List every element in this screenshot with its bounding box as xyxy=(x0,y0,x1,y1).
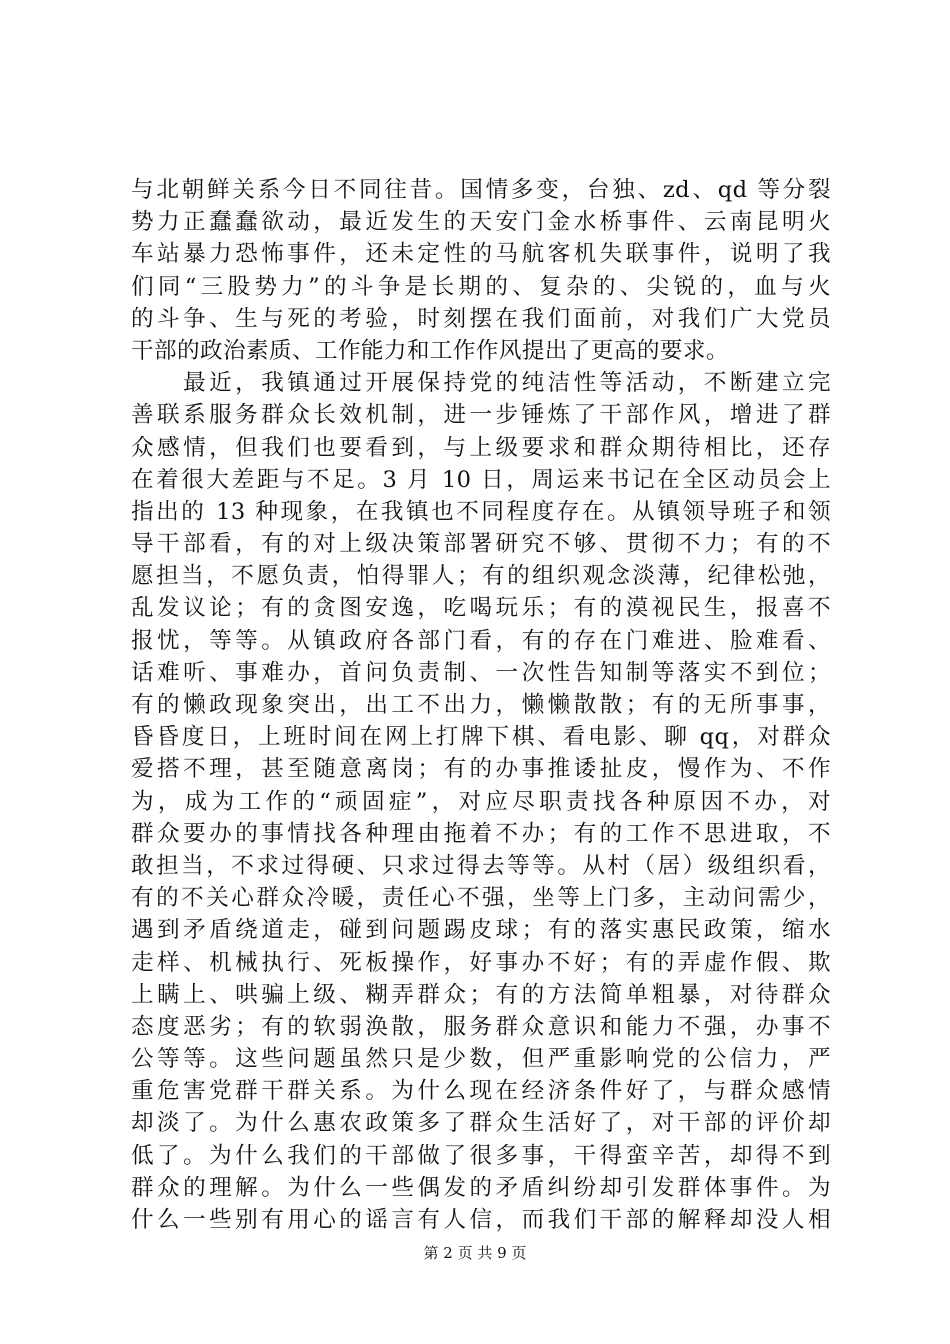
text-line: 公等等。这些问题虽然只是少数，但严重影响党的公信力，严 xyxy=(131,1046,831,1073)
text-line: 指出的 13 种现象，在我镇也不同程度存在。从镇领导班子和领 xyxy=(131,498,831,525)
text-line: 上瞒上、哄骗上级、糊弄群众；有的方法简单粗暴，对待群众 xyxy=(131,981,831,1008)
text-line: 众感情，但我们也要看到，与上级要求和群众期待相比，还存 xyxy=(131,434,831,461)
text-line: 在着很大差距与不足。3 月 10 日，周运来书记在全区动员会上 xyxy=(131,466,831,493)
page-footer: 第 2 页 共 9 页 xyxy=(423,1244,527,1262)
text-line: 势力正蠢蠢欲动，最近发生的天安门金水桥事件、云南昆明火 xyxy=(131,209,831,236)
text-line: 群众的理解。为什么一些偶发的矛盾纠纷却引发群体事件。为 xyxy=(131,1174,831,1201)
text-line: 的斗争、生与死的考验，时刻摆在我们面前，对我们广大党员 xyxy=(131,305,831,332)
text-line: 遇到矛盾绕道走，碰到问题踢皮球；有的落实惠民政策，缩水 xyxy=(131,917,831,944)
text-line: 报忧，等等。从镇政府各部门看，有的存在门难进、脸难看、 xyxy=(131,627,831,654)
text-line: 愿担当，不愿负责，怕得罪人；有的组织观念淡薄，纪律松弛， xyxy=(131,563,831,590)
text-line: 话难听、事难办，首问负责制、一次性告知制等落实不到位； xyxy=(131,659,831,686)
text-line: 为，成为工作的“顽固症”，对应尽职责找各种原因不办，对 xyxy=(131,788,831,815)
text-line: 车站暴力恐怖事件，还未定性的马航客机失联事件，说明了我 xyxy=(131,241,831,268)
text-line: 有的不关心群众冷暖，责任心不强，坐等上门多，主动问需少， xyxy=(131,885,831,912)
text-line: 群众要办的事情找各种理由拖着不办；有的工作不思进取，不 xyxy=(131,820,831,847)
text-line: 却淡了。为什么惠农政策多了群众生活好了，对干部的评价却 xyxy=(131,1110,831,1137)
text-line: 与北朝鲜关系今日不同往昔。国情多变，台独、zd、qd 等分裂 xyxy=(131,177,831,203)
text-line: 走样、机械执行、死板操作，好事办不好；有的弄虚作假、欺 xyxy=(131,949,831,976)
text-line: 昏昏度日，上班时间在网上打牌下棋、看电影、聊 qq，对群众 xyxy=(131,724,831,751)
text-line: 导干部看，有的对上级决策部署研究不够、贯彻不力；有的不 xyxy=(131,531,831,558)
text-line: 态度恶劣；有的软弱涣散，服务群众意识和能力不强，办事不 xyxy=(131,1013,831,1040)
text-line: 爱搭不理，甚至随意离岗；有的办事推诿扯皮，慢作为、不作 xyxy=(131,756,831,783)
text-line: 敢担当，不求过得硬、只求过得去等等。从村（居）级组织看， xyxy=(131,852,831,879)
text-line: 善联系服务群众长效机制，进一步锤炼了干部作风，增进了群 xyxy=(131,402,831,429)
text-line: 乱发议论；有的贪图安逸，吃喝玩乐；有的漠视民生，报喜不 xyxy=(131,595,831,622)
text-line: 低了。为什么我们的干部做了很多事，干得蛮辛苦，却得不到 xyxy=(131,1142,831,1169)
text-line: 重危害党群干群关系。为什么现在经济条件好了，与群众感情 xyxy=(131,1078,831,1105)
text-line: 们同“三股势力”的斗争是长期的、复杂的、尖锐的，血与火 xyxy=(131,273,831,300)
text-line: 什么一些别有用心的谣言有人信，而我们干部的解释却没人相 xyxy=(131,1207,831,1233)
text-line: 干部的政治素质、工作能力和工作作风提出了更高的要求。 xyxy=(131,337,729,364)
text-line: 有的懒政现象突出，出工不出力，懒懒散散；有的无所事事， xyxy=(131,692,831,718)
text-line: 最近，我镇通过开展保持党的纯洁性等活动，不断建立完 xyxy=(131,370,831,397)
body-text xyxy=(131,174,831,1236)
